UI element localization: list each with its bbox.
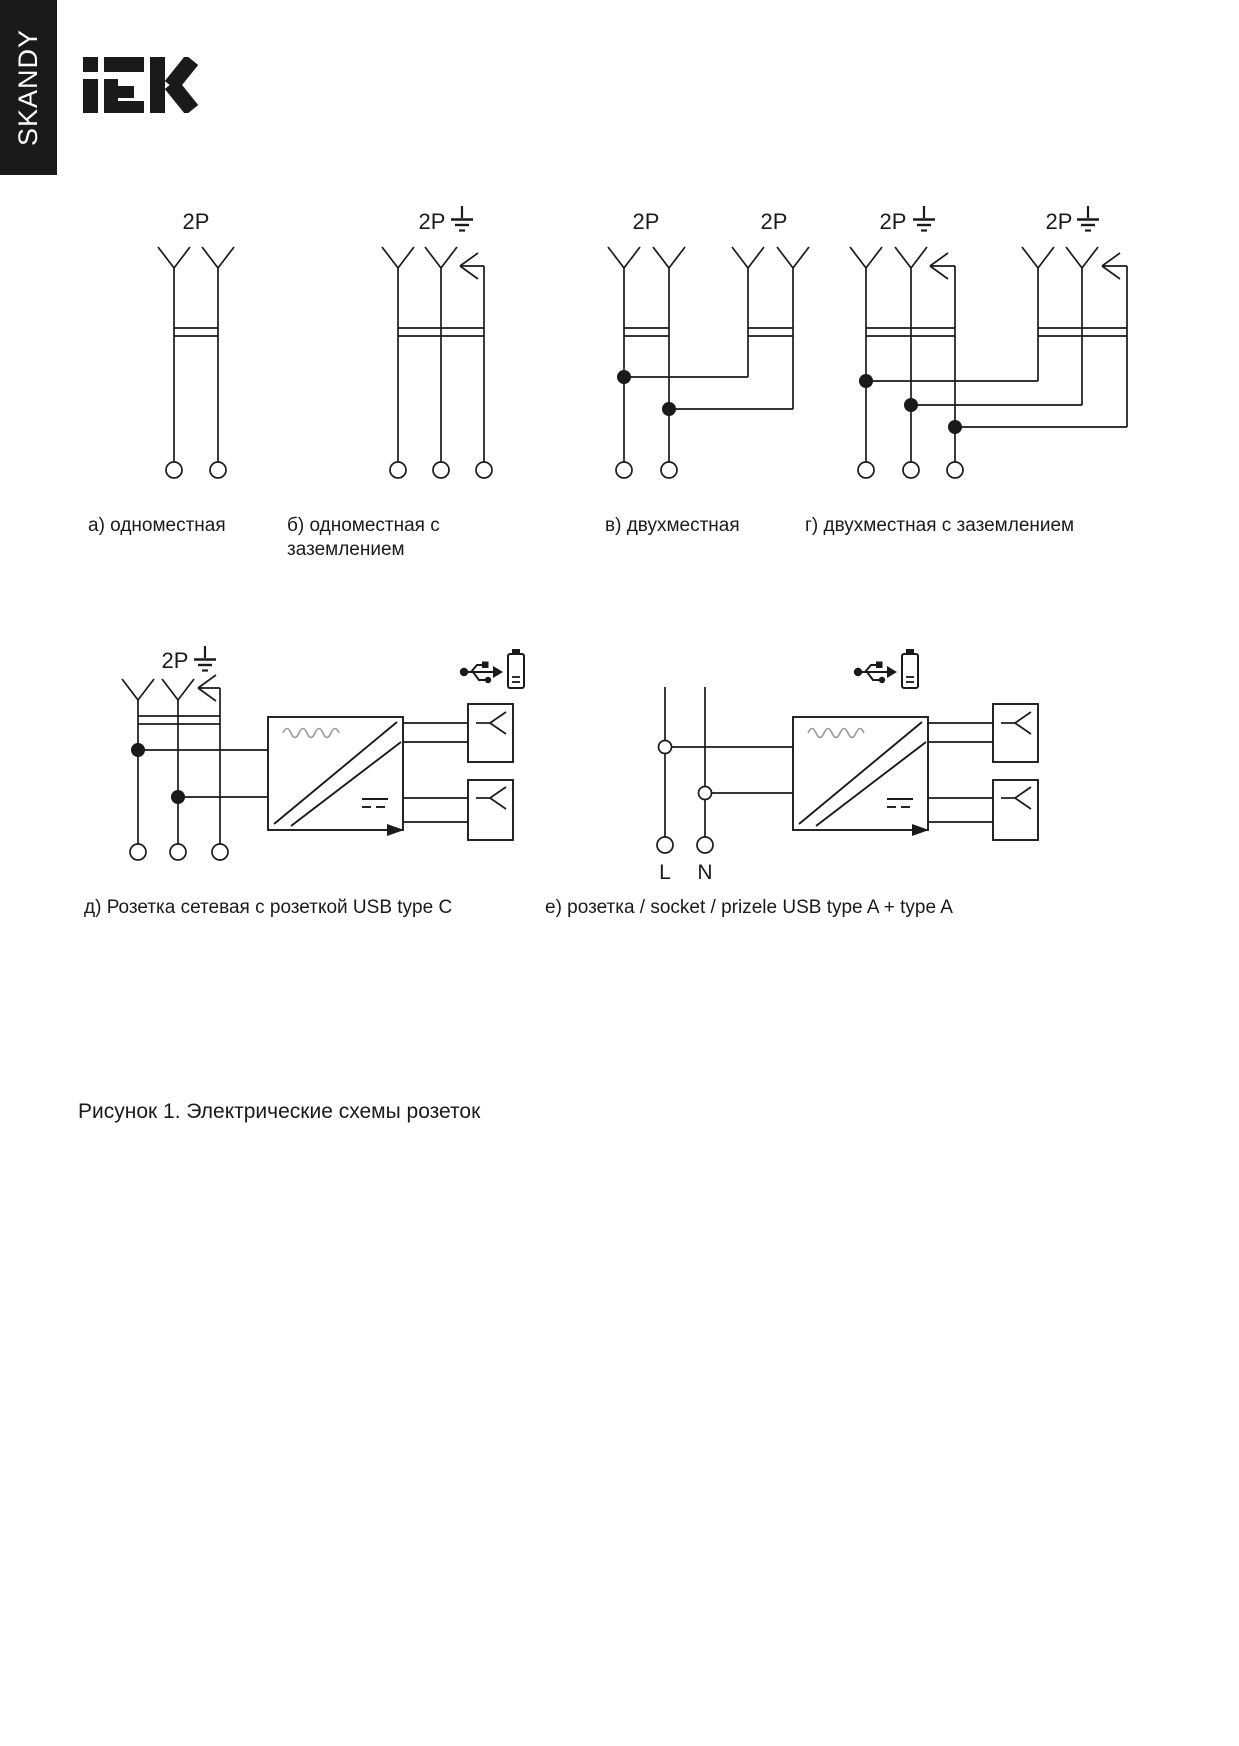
iek-logo [83, 57, 205, 113]
brand-banner [0, 0, 57, 175]
junction-dot [948, 420, 962, 434]
diagram-g-schematic [845, 195, 1145, 485]
junction-dot [859, 374, 873, 388]
terminal [130, 844, 146, 860]
socket-faceplate-bars [174, 328, 218, 336]
usb-port-box [993, 780, 1038, 840]
terminal [390, 462, 406, 478]
pole-label: 2P [760, 209, 788, 234]
dc-symbol-icon [362, 799, 388, 807]
pole-label: 2P [182, 209, 210, 234]
terminal [212, 844, 228, 860]
terminal [661, 462, 677, 478]
pole-label: 2P [1045, 209, 1073, 234]
diagram-e-schematic [560, 640, 1045, 885]
ac-dc-converter-box [268, 717, 404, 836]
flow-arrow-icon [912, 824, 929, 836]
caption-b [287, 514, 440, 562]
socket-contact-icon [850, 247, 1098, 268]
socket-contact-icon [122, 679, 194, 700]
socket-contact-icon [382, 247, 414, 268]
socket-faceplate-bars [866, 328, 1127, 336]
earth-ground-icon [194, 646, 216, 671]
caption-a: а) одноместная [88, 515, 226, 536]
flow-arrow-icon [387, 824, 404, 836]
usb-trident-icon [460, 662, 503, 684]
socket-contact-icon [158, 247, 234, 268]
pole-label: 2P [879, 209, 907, 234]
pole-label: 2P [632, 209, 660, 234]
dc-symbol-icon [887, 799, 913, 807]
caption-b-line1: б) одноместная с [287, 515, 440, 536]
pole-label: 2P [161, 648, 189, 673]
ac-dc-converter-box [793, 717, 929, 836]
terminal [858, 462, 874, 478]
caption-v: в) двухместная [605, 515, 740, 536]
terminal [616, 462, 632, 478]
junction-dot [131, 743, 145, 757]
junction-node [699, 787, 712, 800]
terminal [947, 462, 963, 478]
terminal [903, 462, 919, 478]
terminal-n [697, 837, 713, 853]
terminal-l-label: L [659, 861, 671, 884]
usb-trident-icon [854, 662, 897, 684]
caption-b-line2: заземлением [287, 539, 405, 560]
terminal [210, 462, 226, 478]
usb-port-box [468, 780, 513, 840]
brand-vertical-text: SKANDY [13, 28, 44, 147]
caption-e: е) розетка / socket / prizele USB type A + type A [545, 897, 953, 918]
caption-g: г) двухместная с заземлением [805, 515, 1075, 536]
junction-dot [617, 370, 631, 384]
terminal [433, 462, 449, 478]
socket-faceplate-bars [624, 328, 793, 336]
socket-faceplate-bars [138, 716, 220, 724]
iek-logo-glyphs [83, 57, 192, 113]
ground-contact-arrow-icon [460, 253, 484, 279]
diagram-a-schematic [130, 195, 240, 485]
terminal-l [657, 837, 673, 853]
socket-contact-icon [608, 247, 809, 268]
caption-d: д) Розетка сетевая с розеткой USB type C [84, 897, 453, 918]
socket-contact-icon [425, 247, 457, 268]
pole-label: 2P [418, 209, 446, 234]
terminal [170, 844, 186, 860]
junction-dot [662, 402, 676, 416]
junction-node [659, 741, 672, 754]
battery-icon [508, 649, 524, 688]
ground-contact-arrow-icon [198, 675, 220, 701]
diagram-b-schematic [375, 195, 505, 485]
ac-wave-icon [808, 729, 864, 738]
earth-ground-icon [451, 206, 473, 231]
terminal [166, 462, 182, 478]
terminal-n-label: N [697, 861, 713, 884]
usb-port-box [993, 704, 1038, 762]
terminal [476, 462, 492, 478]
junction-dot [904, 398, 918, 412]
junction-dot [171, 790, 185, 804]
diagram-v-schematic [600, 195, 815, 485]
ac-wave-icon [283, 729, 339, 738]
diagram-d-schematic [100, 640, 540, 875]
usb-port-box [468, 704, 513, 762]
figure-caption: Рисунок 1. Электрические схемы розеток [78, 1100, 481, 1123]
battery-icon [902, 649, 918, 688]
